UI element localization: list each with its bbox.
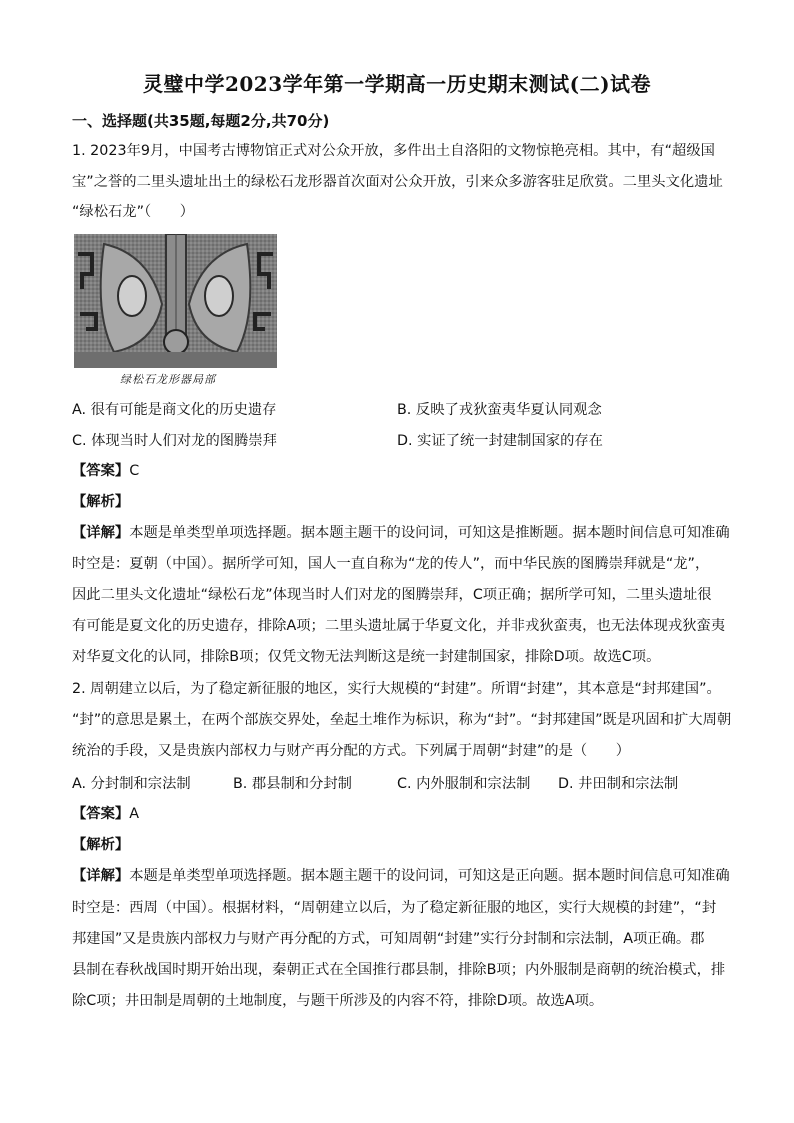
q2-option-d: D. 井田制和宗法制 [558,776,679,792]
answer-label: 【答案】 [72,463,130,479]
turquoise-dragon-photo [74,234,277,368]
q2-option-c: C. 内外服制和宗法制 [397,776,531,792]
q2-detail-text: 本题是单类型单项选择题。据本题主题干的设问词，可知这是正向题。据本题时间信息可知准确 [129,868,730,884]
q2-option-a: A. 分封制和宗法制 [72,776,191,792]
answer-label: 【答案】 [72,806,130,822]
q2-option-b: B. 郡县制和分封制 [233,776,352,792]
detail-label: 【详解】 [72,868,130,884]
q2-detail-line: 县制在春秋战国时期开始出现，秦朝正式在全国推行郡县制，排除B项；内外服制是商朝的统治模式，排 [72,962,726,978]
q1-option-c: C. 体现当时人们对龙的图腾崇拜 [72,433,277,449]
page-title: 灵璧中学2023学年第一学期高一历史期末测试(二)试卷 [142,72,652,96]
q1-detail-line: 时空是：夏朝（中国）。据所学可知，国人一直自称为“龙的传人”，而中华民族的图腾崇拜就是“龙”， [72,556,710,572]
q1-detail-line: 因此二里头文化遗址“绿松石龙”体现当时人们对龙的图腾崇拜，C项正确；据所学可知，二里头遗址很 [72,587,712,603]
q2-detail-line: 邦建国”又是贵族内部权力与财产再分配的方式，可知周朝“封建”实行分封制和宗法制，A项正确。郡 [72,931,705,947]
q1-answer: C [129,463,140,479]
q1-detail-text: 本题是单类型单项选择题。据本题主题干的设问词，可知这是推断题。据本题时间信息可知准确 [129,525,730,541]
q2-stem-line: “封”的意思是累土，在两个部族交界处，垒起土堆作为标识，称为“封”。“封邦建国”既是巩固和扩大周朝 [72,712,732,728]
q1-option-a: A. 很有可能是商文化的历史遗存 [72,402,277,418]
q2-stem-line: 2. 周朝建立以后，为了稳定新征服的地区，实行大规模的“封建”。所谓“封建”，其本意是“封邦建国”。 [72,681,721,697]
q2-detail-line: 时空是：西周（中国）。根据材料，“周朝建立以后，为了稳定新征服的地区，实行大规模的封建”，“封 [72,900,717,916]
q1-stem-line: “绿松石龙”（ ） [72,204,195,220]
detail-label: 【详解】 [72,525,130,541]
figure-caption: 绿松石龙形器局部 [120,373,216,386]
q1-stem-line: 宝”之誉的二里头遗址出土的绿松石龙形器首次面对公众开放，引来众多游客驻足欣赏。二里头文化遗址 [72,174,723,190]
q2-answer: A [129,806,139,822]
q2-detail-line: 除C项；井田制是周朝的土地制度，与题干所涉及的内容不符，排除D项。故选A项。 [72,993,604,1009]
q1-detail-line: 有可能是夏文化的历史遗存，排除A项；二里头遗址属于华夏文化，并非戎狄蛮夷，也无法体现戎狄蛮夷 [72,618,726,634]
q1-answer-line [72,461,139,481]
q1-detail-line: 对华夏文化的认同，排除B项；仅凭文物无法判断这是统一封建制国家，排除D项。故选C项。 [72,649,661,665]
q2-stem-line: 统治的手段，又是贵族内部权力与财产再分配的方式。下列属于周朝“封建”的是（ ） [72,743,631,759]
section-heading: 一、选择题(共35题,每题2分,共70分) [72,112,330,130]
q2-answer-line [72,804,139,824]
q2-detail-line [72,866,730,886]
q1-stem-line: 1. 2023年9月，中国考古博物馆正式对公众开放，多件出土自洛阳的文物惊艳亮相。其中，有“超级国 [72,143,715,159]
q1-option-b: B. 反映了戎狄蛮夷华夏认同观念 [397,402,602,418]
q1-analysis-label: 【解析】 [72,494,130,510]
q2-analysis-label: 【解析】 [72,837,130,853]
q1-detail-line [72,523,730,543]
turquoise-dragon-image [74,234,277,368]
q1-option-d: D. 实证了统一封建制国家的存在 [397,433,603,449]
